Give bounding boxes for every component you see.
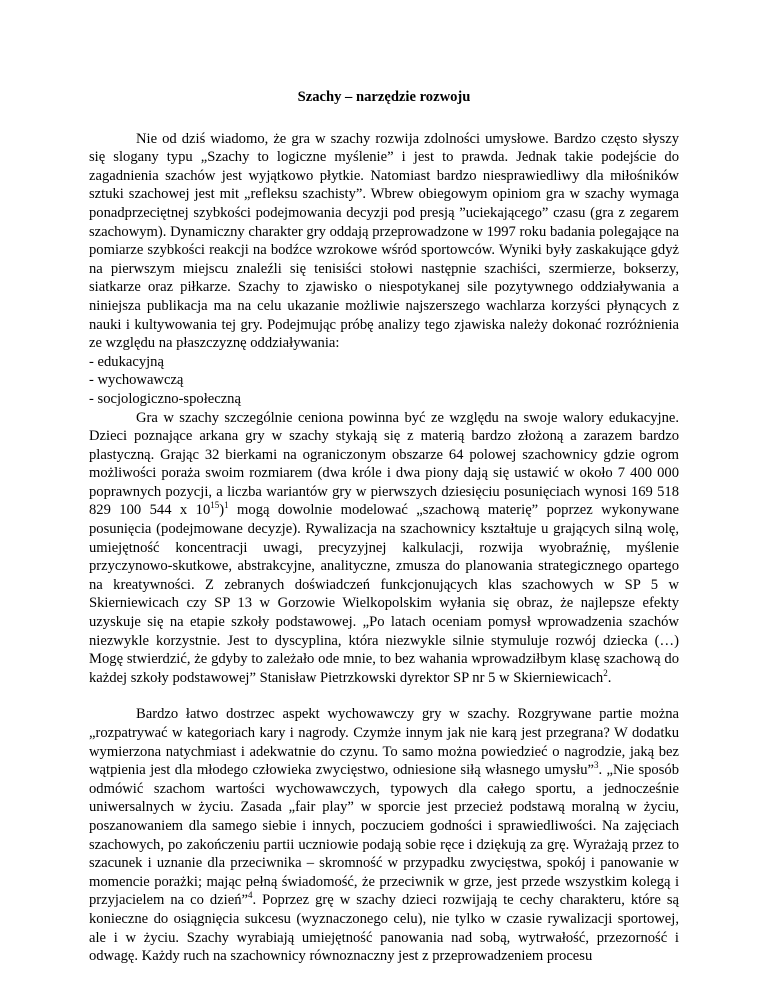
footnote-ref-4: 4 xyxy=(247,890,253,901)
text-run: ) xyxy=(219,502,225,519)
list-item: - socjologiczno-społeczną xyxy=(89,390,241,407)
text-run: . „Nie sposób odmówić szachom wartości wychowawczych, typowych dla całego sportu, a jednocześnie uniwersalnych w życiu. Zasada „fair play” w sporcie jest przecież podstawą moralną w życiu, poszanowaniem dla samego siebie i innych, poczuciem godności i sprawiedliwości. Na zajęciach szachowych, po zakończeniu partii uczniowie podają sobie ręce i dziękują za grę. Wyrażają przez to szacunek i uznanie dla przeciwnika – skromność w przypadku zwycięstwa, spokój i panowanie w momencie porażki; mając pełną świadomość, że przeciwnik w grze, jest przede wszystkim kolegą i przyjacielem na co dzień” xyxy=(89,762,679,909)
text-run: . Poprzez grę w szachy dzieci rozwijają te cechy charakteru, które są konieczne do osiągnięcia sukcesu (wyznaczonego celu), nie tylko w czasie rywalizacji sportowej, ale i w życiu. Szachy wyrabiają umiejętność panowania nad sobą, wytrwałość, przezorność i odwagę. Każdy ruch na szachownicy równoznaczny jest z przeprowadzeniem procesu xyxy=(89,892,679,965)
text-run: Gra w szachy szczególnie ceniona powinna być ze względu na swoje walory edukacyjne. Dzieci poznające arkana gry w szachy stykają się z materią bardzo złożoną a zarazem bardzo plastyczną. Grając 32 bierkami na ograniczonym obszarze 64 polowej szachownicy gdzie ogrom możliwości poraża swoim rozmiarem (dwa króle i dwa piony dają się ustawić w około 7 400 000 poprawnych pozycji, a liczba wariantów gry w pierwszych dziesięciu posunięciach wynosi 169 518 829 100 544 x 10 xyxy=(89,409,679,519)
text-run: Bardzo łatwo dostrzec aspekt wychowawczy gry w szachy. Rozgrywane partie można „rozpatrywać w kategoriach kary i nagrody. Czymże innym jak nie karą jest przegrana? W dodatku wymierzona natychmiast i adekwatnie do czynu. To samo można powiedzieć o nagrodzie, jaką bez wątpienia jest dla młodego człowieka zwycięstwo, odniesione siłą własnego umysłu” xyxy=(89,706,679,779)
footnote-ref-3: 3 xyxy=(594,760,599,771)
text-run: mogą dowolnie modelować „szachową materię” poprzez wykonywane posunięcia (podejmowane decyzje). Rywalizacja na szachownicy kształtuje u grających silną wolę, umiejętność koncentracji uwagi, precyzyjnej kalkulacji, rozwija wyobraźnię, myślenie przyczynowo-skutkowe, abstrakcyjne, analityczne, zmusza do planowania strategicznego opartego na kreatywności. Z zebranych doświadczeń funkcjonujących klas szachowych w SP 5 w Skierniewicach czy SP 13 w Gorzowie Wielkopolskim wyłania się obraz, że najlepsze efekty uzyskuje się na etapie szkoły podstawowej. „Po latach oceniam pomysł wprowadzenia szachów niezwykle korzystnie. Jest to dyscyplina, która niezwykle silnie stymuluje rozwój dziecka (…) Mogę stwierdzić, że gdyby to zależało ode mnie, to bez wahania wprowadziłbym klasę szachową do każdej szkoły podstawowej” Stanisław Pietrzkowski dyrektor SP nr 5 w Skierniewicach xyxy=(89,502,679,686)
list-item: - wychowawczą xyxy=(89,372,184,389)
influence-list xyxy=(89,353,679,409)
paragraph-gap xyxy=(89,687,679,705)
paragraph-intro: Nie od dziś wiadomo, że gra w szachy rozwija zdolności umysłowe. Bardzo często słyszy się slogany typu „Szachy to logiczne myślenie” i jest to prawda. Jednak takie podejście do zagadnienia szachów jest wyjątkowo płytkie. Natomiast bardzo niesprawiedliwy dla miłośników sztuki szachowej jest mit „refleksu szachisty”. Wbrew obiegowym opiniom gra w szachy wymaga ponadprzeciętnej szybkości podejmowania decyzji pod presją ”uciekającego” czasu (gra z zegarem szachowym). Dynamiczny charakter gry oddają przeprowadzone w 1997 roku badania polegające na pomiarze szybkości reakcji na bodźce wzrokowe wśród sportowców. Wyniki były zaskakujące gdyż na pierwszym miejscu znaleźli się tenisiści stołowi następnie szachiści, szermierze, bokserzy, siatkarze oraz piłkarze. Szachy to zjawisko o niespotykanej sile pozytywnego oddziaływania a niniejsza publikacja ma na celu ukazanie możliwie najszerszego wachlarza korzyści płynących z nauki i kultywowania tej gry. Podejmując próbę analizy tego zjawiska należy dokonać rozróżnienia ze względu na płaszczyznę oddziaływania: xyxy=(89,130,679,352)
footnote-ref-1: 1 xyxy=(224,500,229,511)
document-title: Szachy – narzędzie rozwoju xyxy=(297,89,471,105)
list-item: - edukacyjną xyxy=(89,353,164,370)
text-run: . xyxy=(607,669,612,686)
document-page xyxy=(89,88,679,966)
footnote-ref-2: 2 xyxy=(603,667,608,678)
paragraph-upbringing xyxy=(89,705,679,965)
superscript-exponent: 15 xyxy=(210,500,220,511)
paragraph-educational xyxy=(89,409,679,688)
